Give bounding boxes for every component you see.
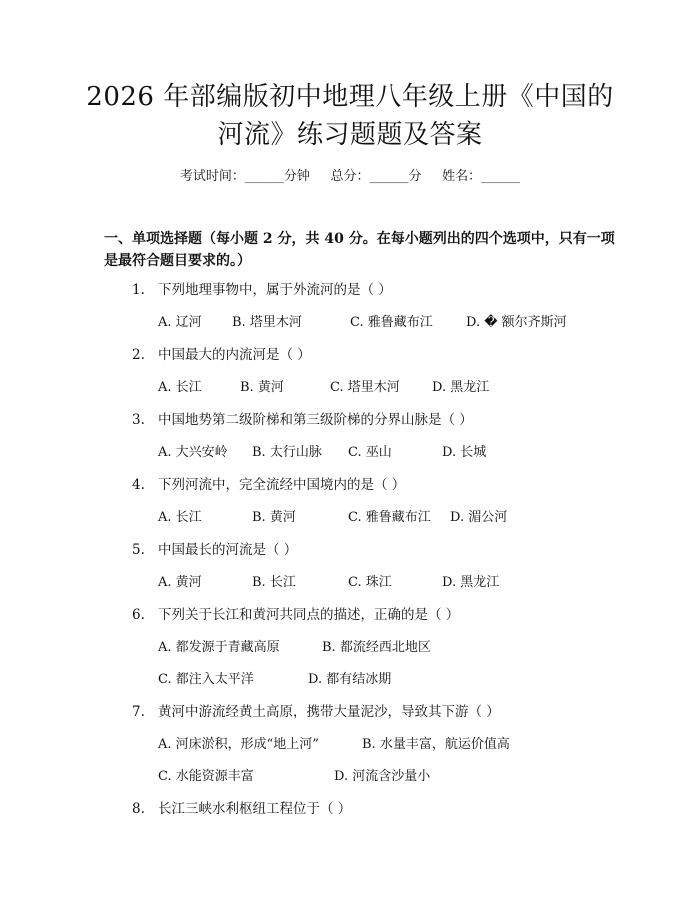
- question-7: [132, 703, 500, 721]
- question-number: 3.: [132, 412, 145, 428]
- document-title-line-2: 河流》练习题题及答案: [217, 120, 483, 150]
- option-d: D. 黑龙江: [432, 380, 490, 395]
- option-b: B. 黄河: [252, 510, 296, 525]
- question-text: 下列关于长江和黄河共同点的描述，正确的是（ ）: [158, 607, 460, 623]
- question-text: 长江三峡水利枢纽工程位于（ ）: [158, 801, 352, 817]
- question-4: [132, 476, 405, 494]
- option-c: C. 珠江: [348, 575, 392, 590]
- options-row: [158, 574, 499, 592]
- option-a: A. 长江: [158, 380, 202, 395]
- question-text: 中国最大的内流河是（ ）: [158, 347, 311, 363]
- question-2: [132, 346, 311, 364]
- option-b: B. 水量丰富，航运价值高: [362, 737, 510, 752]
- options-row: [158, 379, 489, 397]
- question-text: 下列地理事物中，属于外流河的是（ ）: [158, 282, 392, 298]
- option-d: D. 长城: [442, 445, 487, 460]
- options-row: [158, 671, 391, 689]
- question-3: [132, 411, 473, 429]
- question-text: 黄河中游流经黄土高原，携带大量泥沙，导致其下游（ ）: [158, 704, 500, 720]
- document-title-line-1: 2026 年部编版初中地理八年级上册《中国的: [86, 82, 614, 112]
- options-row: [158, 768, 430, 786]
- question-number: 4.: [132, 477, 145, 493]
- options-row: [158, 736, 510, 754]
- question-8: [132, 800, 351, 818]
- option-a: A. 长江: [158, 510, 202, 525]
- question-text: 中国最长的河流是（ ）: [158, 542, 298, 558]
- option-a: A. 大兴安岭: [158, 445, 228, 460]
- options-row: [158, 639, 431, 657]
- section-heading-line-2: 是最符合题目要求的。）: [104, 253, 251, 269]
- option-a: A. 黄河: [158, 575, 202, 590]
- option-a: A. 辽河: [158, 315, 202, 330]
- option-d: D. � 额尔齐斯河: [466, 315, 567, 330]
- question-text: 中国地势第二级阶梯和第三级阶梯的分界山脉是（ ）: [158, 412, 473, 428]
- option-c: C. 水能资源丰富: [158, 769, 254, 784]
- option-c: C. 巫山: [348, 445, 392, 460]
- options-row: [158, 509, 507, 527]
- exam-info: 考试时间：______分钟 总分：______分 姓名：______: [179, 169, 521, 184]
- question-number: 5.: [132, 542, 145, 558]
- question-number: 7.: [132, 704, 145, 720]
- option-c: C. 塔里木河: [330, 380, 400, 395]
- option-d: D. 黑龙江: [442, 575, 500, 590]
- option-b: B. 黄河: [240, 380, 284, 395]
- question-6: [132, 606, 459, 624]
- question-5: [132, 541, 297, 559]
- option-b: B. 塔里木河: [232, 315, 302, 330]
- option-c: C. 雅鲁藏布江: [348, 510, 431, 525]
- options-row: [158, 314, 567, 332]
- question-1: [132, 281, 392, 299]
- options-row: [158, 444, 486, 462]
- question-number: 2.: [132, 347, 145, 363]
- option-b: B. 都流经西北地区: [322, 640, 431, 655]
- question-number: 6.: [132, 607, 145, 623]
- option-d: D. 河流含沙量小: [334, 769, 431, 784]
- option-b: B. 长江: [252, 575, 296, 590]
- question-number: 1.: [132, 282, 145, 298]
- option-d: D. 都有结冰期: [308, 672, 392, 687]
- option-c: C. 都注入太平洋: [158, 672, 254, 687]
- option-c: C. 雅鲁藏布江: [350, 315, 433, 330]
- section-heading-line-1: 一、单项选择题（每小题 2 分，共 40 分。在每小题列出的四个选项中，只有一项: [104, 231, 615, 247]
- option-a: A. 都发源于青藏高原: [158, 640, 280, 655]
- option-a: A. 河床淤积，形成“地上河”: [158, 737, 319, 752]
- option-b: B. 太行山脉: [252, 445, 322, 460]
- question-number: 8.: [132, 801, 145, 817]
- question-text: 下列河流中，完全流经中国境内的是（ ）: [158, 477, 406, 493]
- option-d: D. 湄公河: [450, 510, 508, 525]
